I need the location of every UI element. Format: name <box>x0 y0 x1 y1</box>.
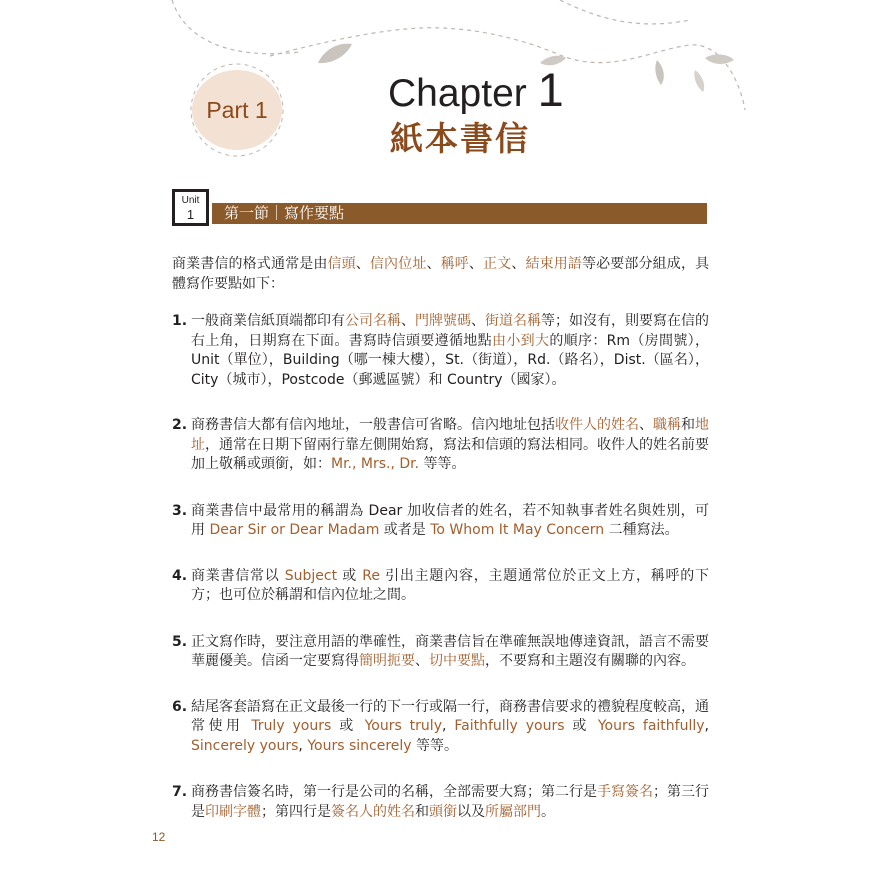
highlighted-term: Yours sincerely <box>307 737 412 754</box>
body-text: 和 <box>415 803 429 820</box>
highlighted-term: To Whom It May Concern <box>430 522 605 538</box>
intro-paragraph <box>172 254 709 294</box>
highlighted-term: 簡明扼要 <box>359 653 415 669</box>
highlighted-term: 正文 <box>483 256 512 272</box>
highlighted-term: 頭銜 <box>429 803 457 820</box>
highlighted-term: 收件人的姓名 <box>555 417 639 433</box>
chapter-heading <box>388 63 564 116</box>
body-text: 商務書信大都有信內地址，一般書信可省略。信內地址包括 <box>191 417 555 433</box>
body-text: 、 <box>401 313 415 329</box>
body-text: 。 <box>541 803 555 820</box>
body-text: ，不要寫和主題沒有關聯的內容。 <box>485 653 695 669</box>
body-text: 二種寫法。 <box>604 522 679 538</box>
body-text: 商業書信的格式通常是由 <box>172 256 328 272</box>
body-text: 引出主題內容，主題通常位於正文上方，稱呼的下方；也可位於稱謂和信內位址之間。 <box>191 567 710 603</box>
body-text: 、 <box>471 313 485 329</box>
body-text: 、 <box>468 256 484 272</box>
body-text: ，通常在日期下留兩行靠左側開始寫，寫法和信頭的寫法相同。收件人的姓名前要加上敬稱或頭銜，如： <box>191 436 709 472</box>
highlighted-term: Yours truly <box>364 718 442 734</box>
list-item <box>172 502 709 541</box>
highlighted-term: Subject <box>284 567 338 584</box>
highlighted-term: Mr., Mrs., Dr. <box>331 456 420 472</box>
highlighted-term: 所屬部門 <box>485 803 541 820</box>
highlighted-term: 手寫簽名 <box>597 784 653 800</box>
body-text: 或者是 <box>379 522 431 538</box>
highlighted-term: 門牌號碼 <box>415 313 471 329</box>
writing-points-list <box>172 312 709 822</box>
body-text: 商業書信中最常用的稱謂為 Dear 加收信者的姓名，若不知執事者姓名與姓別，可用 <box>191 502 709 538</box>
highlighted-term: 結束用語 <box>525 256 582 272</box>
list-item <box>172 416 709 475</box>
list-item <box>172 698 709 757</box>
highlighted-term: 地址 <box>191 417 709 453</box>
body-text: 一般商業信紙頂端都印有 <box>191 313 345 329</box>
body-text: 、 <box>639 417 653 433</box>
chapter-word: Chapter <box>388 72 527 115</box>
body-text: ；第三行是 <box>191 784 709 820</box>
highlighted-term: Dear Sir or Dear Madam <box>209 522 380 538</box>
body-text: , <box>704 718 709 734</box>
list-item-number: 7. <box>172 784 188 800</box>
chapter-subtitle: 紙本書信 <box>390 119 530 158</box>
list-item <box>172 633 709 672</box>
list-item-number: 5. <box>172 633 188 650</box>
body-text: , <box>298 737 308 754</box>
body-text: 、 <box>415 653 429 669</box>
body-text: 正文寫作時，要注意用語的準確性，商業書信旨在準確無誤地傳達資訊，語言不需要華麗優美。信函一定要寫得 <box>191 633 709 669</box>
highlighted-term: 稱呼 <box>440 256 469 272</box>
highlighted-term: 由小到大 <box>491 332 550 349</box>
highlighted-term: Yours faithfully <box>597 718 705 734</box>
list-item <box>172 312 709 390</box>
highlighted-term: 公司名稱 <box>345 313 401 329</box>
highlighted-term: 信內位址 <box>369 256 427 272</box>
chapter-number: 1 <box>537 63 564 116</box>
highlighted-term: Faithfully yours <box>454 718 565 734</box>
highlighted-term: 印刷字體 <box>205 803 261 820</box>
body-text: , <box>441 718 455 734</box>
body-text: 等等。 <box>419 456 466 472</box>
highlighted-term: 信頭 <box>327 256 356 272</box>
unit-title: 第一節｜寫作要點 <box>224 204 345 222</box>
list-item-number: 1. <box>172 313 188 329</box>
list-item-number: 3. <box>172 502 188 519</box>
body-text: 等；如沒有，則要寫在信的右上角，日期寫在下面。書寫時信頭要遵循地點 <box>191 313 709 349</box>
highlighted-term: Truly yours <box>251 718 332 734</box>
list-item <box>172 783 709 822</box>
part-badge <box>192 70 282 150</box>
body-text: 以及 <box>457 803 485 820</box>
body-text: 商業書信常以 <box>191 567 285 584</box>
highlighted-term: 簽名人的姓名 <box>331 803 415 820</box>
highlighted-term: 切中要點 <box>429 653 485 669</box>
highlighted-term: Sincerely yours <box>191 737 299 754</box>
body-text: 結尾客套語寫在正文最後一行的下一行或隔一行，商務書信要求的禮貌程度較高，通常使用 <box>191 698 709 734</box>
body-text: 或 <box>337 567 363 584</box>
highlighted-term: 職稱 <box>653 417 681 433</box>
highlighted-term: Re <box>362 567 380 584</box>
body-text: 等必要部分組成，具體寫作要點如下： <box>172 256 710 292</box>
body-text: 的順序：Rm（房間號），Unit（單位），Building（哪一棟大樓），St.（街道），Rd.（路名），Dist.（區名），City（城市），Postcode（郵遞區號）和 Country（國家）。 <box>191 332 710 388</box>
body-text: 、 <box>426 256 441 272</box>
list-item <box>172 567 709 606</box>
unit-label: Unit <box>181 195 200 206</box>
list-item-number: 6. <box>172 698 188 715</box>
highlighted-term: 街道名稱 <box>485 313 541 329</box>
list-item-number: 2. <box>172 417 188 433</box>
page-number: 12 <box>152 830 166 844</box>
unit-badge <box>172 189 209 226</box>
unit-number: 1 <box>186 207 195 222</box>
body-text: 和 <box>681 417 695 433</box>
body-text: 或 <box>564 718 598 734</box>
body-text: 或 <box>331 718 365 734</box>
body-text: 、 <box>511 256 526 272</box>
list-item-number: 4. <box>172 567 188 584</box>
body-text: ；第四行是 <box>261 803 331 820</box>
unit-title-bar <box>212 203 707 224</box>
body-text: 等等。 <box>411 737 459 754</box>
body-text: 、 <box>355 256 370 272</box>
part-label: Part 1 <box>206 96 268 123</box>
body-text: 商務書信簽名時，第一行是公司的名稱，全部需要大寫；第二行是 <box>191 784 597 800</box>
